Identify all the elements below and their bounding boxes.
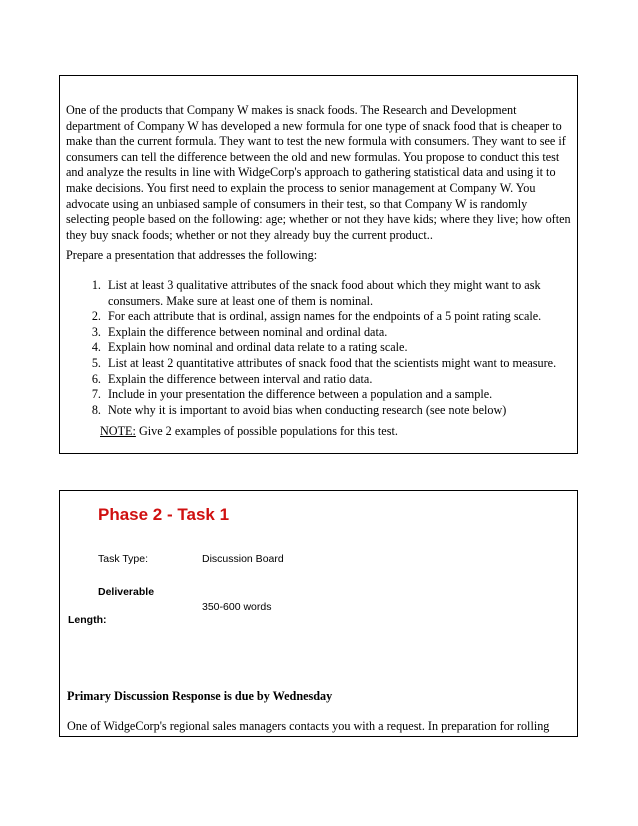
list-item: 2. For each attribute that is ordinal, assign names for the endpoints of a 5 point rating scale. — [104, 309, 573, 325]
assignment-box — [59, 75, 578, 454]
list-item: 7. Include in your presentation the difference between a population and a sample. — [104, 387, 573, 403]
list-item: 1. List at least 3 qualitative attributes of the snack food about which they might want to ask consumers. Make sure at least one of them is nominal. — [104, 278, 573, 309]
prepare-instruction: Prepare a presentation that addresses the following: — [66, 248, 318, 262]
requirements-list — [66, 278, 573, 418]
deliverable-value: 350-600 words — [202, 601, 272, 613]
task-type-value: Discussion Board — [202, 553, 284, 565]
task-type-label: Task Type: — [98, 553, 148, 565]
length-label: Length: — [68, 614, 107, 626]
note-label: NOTE: — [100, 424, 136, 438]
deliverable-label: Deliverable — [98, 586, 155, 598]
phase-task-box — [59, 490, 578, 737]
phase-title: Phase 2 - Task 1 — [98, 505, 230, 524]
list-item: 6. Explain the difference between interval and ratio data. — [104, 372, 573, 388]
list-item: 3. Explain the difference between nominal and ordinal data. — [104, 325, 573, 341]
note-line — [100, 424, 573, 440]
note-text: Give 2 examples of possible populations for this test. — [135, 424, 398, 438]
list-item: 8. Note why it is important to avoid bias when conducting research (see note below) — [104, 403, 573, 419]
task-body-text: One of WidgeCorp's regional sales managers contacts you with a request. In preparation for rolling — [67, 719, 550, 733]
list-item: 4. Explain how nominal and ordinal data relate to a rating scale. — [104, 340, 573, 356]
intro-paragraph: One of the products that Company W makes is snack foods. The Research and Development department of Company W has developed a new formula for one type of snack food that is cheaper to make than the current formula. They want to test the new formula with consumers. They want to see if consumers can tell the difference between the old and new formulas. You propose to conduct this test and analyze the results in line with WidgeCorp's approach to gathering statistical data and using it to make decisions. You first need to explain the process to senior management at Company W. You advocate using an unbiased sample of consumers in their test, so that Company W is randomly selecting people based on the following: age; whether or not they have kids; where they live; how often they buy snack foods; whether or not they already buy the current product.. — [66, 103, 571, 242]
list-item: 5. List at least 2 quantitative attributes of snack food that the scientists might want to measure. — [104, 356, 573, 372]
due-heading: Primary Discussion Response is due by Wednesday — [67, 689, 333, 703]
